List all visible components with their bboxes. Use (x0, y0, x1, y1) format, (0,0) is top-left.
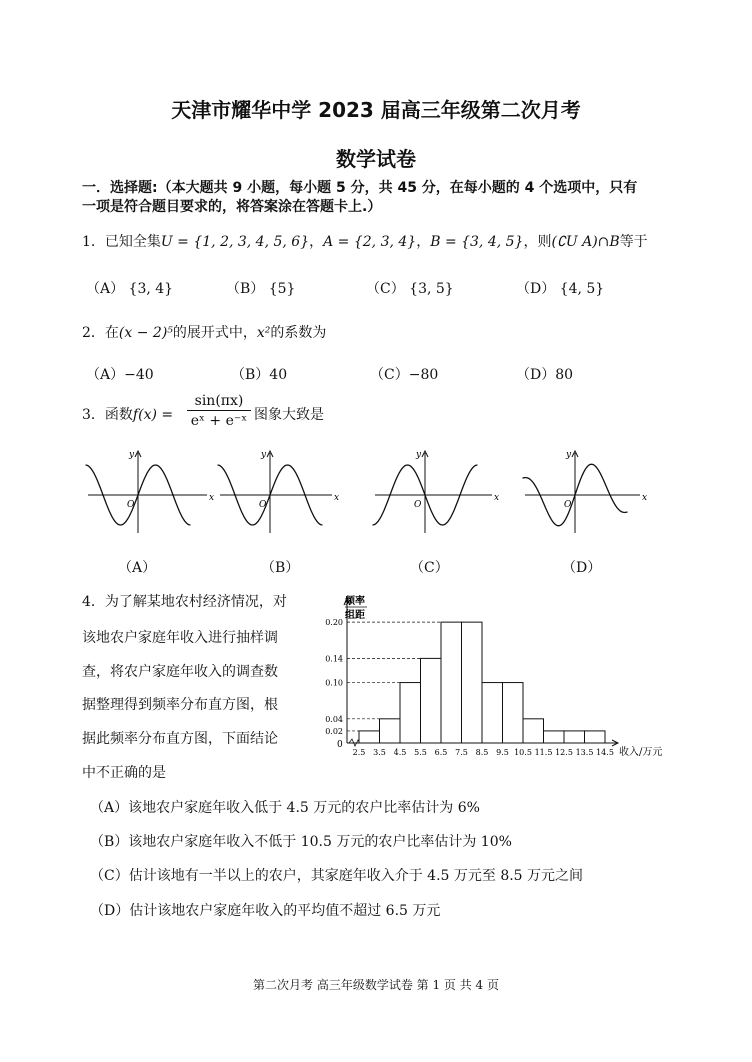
q3-denominator: eˣ + e⁻ˣ (190, 413, 248, 429)
x-tick-label: 14.5 (596, 748, 614, 757)
x-tick-label: 4.5 (393, 748, 407, 757)
question-4-line-1: 4．为了解某地农村经济情况，对 (82, 594, 287, 610)
histogram-bar (564, 731, 585, 743)
x-axis-label: 收入/万元 (619, 747, 663, 758)
q1-set-A: A = {2, 3, 4} (323, 234, 417, 250)
q3-numerator: sin(πx) (187, 393, 251, 411)
histogram-bar (441, 622, 462, 743)
question-1: 1．已知全集U = {1, 2, 3, 4, 5, 6}，A = {2, 3, 4}，B = {3, 4, 5}，则(∁U A)∩B等于 (82, 234, 648, 250)
histogram-bar (544, 731, 565, 743)
section-instructions-line1: 一．选择题:（本大题共 9 小题，每小题 5 分，共 45 分，在每小题的 4 个选项中，只有 (82, 180, 638, 196)
x-axis-label: x (209, 493, 215, 503)
x-axis-label: x (334, 493, 340, 503)
q3-graphs (80, 445, 700, 545)
question-number: 2． (82, 325, 105, 341)
q1-set-B: B = {3, 4, 5} (430, 234, 524, 250)
page-subtitle: 数学试卷 (336, 147, 416, 171)
x-tick-label: 11.5 (534, 748, 553, 757)
y-axis-label: y (261, 450, 267, 460)
histogram-chart (318, 592, 678, 764)
q2-option-c: （C）−80 (370, 367, 439, 383)
histogram-bar (585, 731, 606, 743)
page-title: 天津市耀华中学 2023 届高三年级第二次月考 (171, 98, 581, 122)
question-4-line-4: 据整理得到频率分布直方图，根 (82, 697, 278, 713)
origin-label: O (414, 500, 422, 510)
histogram-bar (462, 622, 483, 743)
y-axis-label: y (129, 450, 135, 460)
q1-set-U: U = {1, 2, 3, 4, 5, 6} (160, 234, 310, 250)
x-tick-label: 10.5 (514, 748, 532, 757)
histogram-bar (523, 719, 544, 743)
graph-option-a (86, 450, 215, 533)
q1-ask-post: 等于 (619, 234, 648, 250)
y-tick-label: 0.04 (325, 714, 343, 724)
question-4-line-5: 据此频率分布直方图，下面结论 (82, 731, 278, 747)
x-axis-label: x (642, 493, 648, 503)
y-tick-label: 0.02 (325, 726, 343, 736)
q2-option-a: （A）−40 (86, 367, 154, 383)
q4-option-d: （D）估计该地农户家庭年收入的平均值不超过 6.5 万元 (90, 903, 441, 919)
q3-func: f(x) = (132, 407, 174, 423)
q1-prefix: 已知全集 (104, 234, 161, 250)
q1-option-a: （A） {3, 4} (86, 281, 174, 297)
y-axis-label-line1: 频率 (345, 596, 365, 607)
q3-option-d: （D） (562, 560, 602, 576)
q1-option-c: （C） {3, 5} (366, 281, 454, 297)
x-tick-label: 9.5 (496, 748, 509, 757)
q3-post: 图象大致是 (254, 407, 324, 423)
question-4-line-2: 该地农户家庭年收入进行抽样调 (82, 630, 278, 646)
origin-label: O (564, 500, 572, 510)
y-axis-label: y (416, 450, 422, 460)
q1-expression: (∁U A)∩B (551, 234, 620, 250)
q4-option-a: （A）该地农户家庭年收入低于 4.5 万元的农户比率估计为 6% (90, 800, 480, 816)
q3-option-c: （C） (410, 560, 449, 576)
question-number: 4． (82, 594, 105, 610)
x-tick-label: 5.5 (414, 748, 427, 757)
y-axis-label: y (566, 450, 572, 460)
histogram-bar (421, 658, 442, 743)
origin-label: O (127, 500, 135, 510)
question-4-line-3: 查，将农户家庭年收入的调查数 (82, 664, 278, 680)
question-2: 2．在(x − 2)⁵的展开式中，x²的系数为 (82, 325, 327, 341)
page-footer: 第二次月考 高三年级数学试卷 第 1 页 共 4 页 (253, 978, 499, 992)
question-number: 3． (82, 407, 105, 423)
q2-option-d: （D）80 (516, 367, 574, 383)
origin-label: 0 (337, 740, 343, 750)
histogram-bar (400, 683, 421, 743)
q3-option-a: （A） (118, 560, 157, 576)
section-instructions-line2: 一项是符合题目要求的，将答案涂在答题卡上.） (82, 199, 382, 215)
graph-option-c (373, 450, 500, 533)
question-number: 1． (82, 234, 105, 250)
question-4-line-6: 中不正确的是 (82, 765, 166, 781)
q1-option-b: （B） {5} (226, 281, 296, 297)
y-axis-label-line2: 组距 (345, 610, 365, 621)
q4-option-c: （C）估计该地有一半以上的农户，其家庭年收入介于 4.5 万元至 8.5 万元之间 (90, 868, 584, 884)
x-tick-label: 6.5 (434, 748, 448, 757)
histogram-bar (503, 683, 524, 743)
graph-option-d (523, 450, 648, 533)
q2-option-b: （B）40 (231, 367, 288, 383)
x-tick-label: 7.5 (455, 748, 468, 757)
y-tick-label: 0.20 (325, 618, 343, 628)
x-axis-label: x (494, 493, 500, 503)
origin-label: O (259, 500, 267, 510)
histogram-bar (380, 719, 401, 743)
x-tick-label: 8.5 (475, 748, 489, 757)
q4-option-b: （B）该地农户家庭年收入不低于 10.5 万元的农户比率估计为 10% (90, 834, 512, 850)
q2-term: x² (256, 325, 271, 341)
question-3-prefix: 3．函数f(x) = (82, 407, 174, 423)
histogram-bar (359, 731, 380, 743)
histogram-bar (482, 683, 503, 743)
graph-option-b (218, 450, 340, 533)
x-tick-label: 3.5 (373, 748, 386, 757)
q3-option-b: （B） (261, 560, 300, 576)
q3-fraction (187, 393, 251, 429)
y-tick-label: 0.14 (325, 654, 343, 664)
x-tick-label: 13.5 (575, 748, 594, 757)
q1-option-d: （D） {4, 5} (516, 281, 605, 297)
y-tick-label: 0.10 (325, 678, 343, 688)
x-tick-label: 2.5 (352, 748, 366, 757)
q2-expression: (x − 2)⁵ (118, 325, 173, 341)
x-tick-label: 12.5 (555, 748, 573, 757)
